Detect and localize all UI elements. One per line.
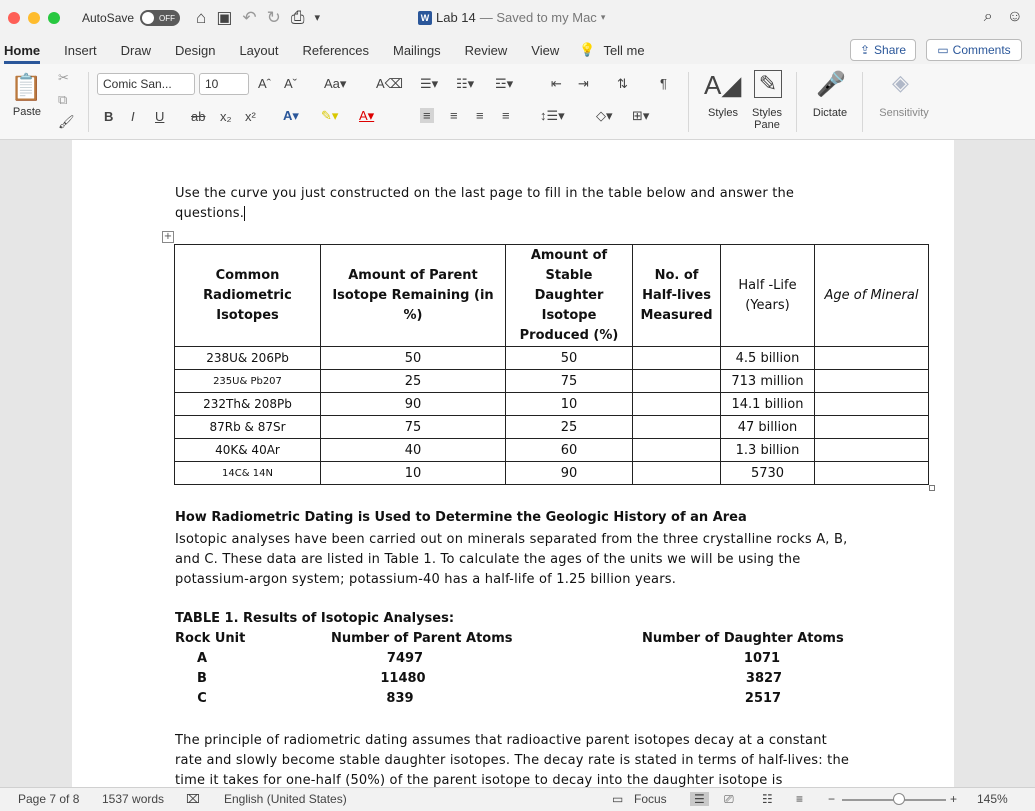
redo-icon[interactable]: ↻ — [266, 8, 281, 27]
halflives-cell[interactable] — [633, 439, 721, 462]
decrease-indent-icon[interactable]: ⇤ — [551, 76, 562, 91]
daughter-cell[interactable]: 60 — [506, 439, 633, 462]
table-header[interactable]: Amount of Stable Daughter Isotope Produced (%) — [506, 245, 633, 347]
intro-text: Use the curve you just constructed on the last page to fill in the table below and answer the questions. — [175, 186, 795, 221]
table-row — [175, 393, 929, 416]
halflife-cell[interactable]: 4.5 billion — [721, 347, 815, 370]
print-icon[interactable]: ⎙ — [290, 8, 305, 27]
print-layout-icon[interactable]: ☰ — [690, 792, 709, 806]
line-spacing-icon[interactable]: ↕☰▾ — [540, 108, 565, 123]
table-row — [175, 347, 929, 370]
shrink-font-icon[interactable]: Aˇ — [284, 76, 297, 91]
paragraph-mark-icon[interactable]: ¶ — [660, 76, 667, 91]
isotope-cell[interactable]: 235U& Pb207 — [175, 370, 321, 393]
zoom-in-icon[interactable]: + — [950, 792, 958, 806]
draft-view-icon[interactable]: ≡ — [796, 792, 804, 806]
align-left-icon[interactable]: ≡ — [420, 108, 434, 123]
isotope-cell[interactable]: 87Rb & 87Sr — [175, 416, 321, 439]
text-effects-icon[interactable]: A▾ — [283, 108, 299, 123]
document-area[interactable] — [0, 140, 1035, 787]
intro-paragraph[interactable] — [175, 184, 855, 224]
tab-mailings[interactable]: Mailings — [392, 42, 441, 58]
microphone-icon[interactable]: 🎤 — [816, 71, 846, 98]
parent-cell[interactable]: 90 — [321, 393, 506, 416]
parent-cell[interactable]: 50 — [321, 347, 506, 370]
divider — [88, 72, 89, 132]
bullets-icon[interactable]: ☰▾ — [420, 76, 439, 91]
sensitivity-icon: ◈ — [892, 70, 909, 95]
zoom-slider-thumb[interactable] — [893, 793, 905, 805]
clipboard-icon[interactable]: 📋 — [10, 72, 43, 102]
table1-parent[interactable]: 11480 — [380, 671, 426, 686]
parent-cell[interactable]: 75 — [321, 416, 506, 439]
styles-label[interactable]: Styles — [708, 107, 738, 119]
tab-insert[interactable]: Insert — [64, 42, 97, 58]
tab-draw[interactable]: Draw — [120, 42, 151, 58]
table-header[interactable]: Half -Life (Years) — [721, 245, 815, 347]
strikethrough-button[interactable]: ab — [191, 109, 206, 124]
divider — [796, 72, 797, 132]
tab-references[interactable]: References — [302, 42, 369, 58]
table-move-handle[interactable]: + — [163, 231, 173, 242]
table-header[interactable]: Amount of Parent Isotope Remaining (in %) — [321, 245, 506, 347]
table1-parent[interactable]: 7497 — [386, 651, 424, 666]
age-cell[interactable] — [815, 462, 929, 485]
daughter-cell[interactable]: 75 — [506, 370, 633, 393]
status-bar — [0, 787, 1035, 811]
italic-button[interactable]: I — [131, 109, 135, 124]
save-status: — Saved to my Mac — [479, 10, 597, 25]
sort-icon[interactable]: ⇅ — [617, 76, 628, 91]
table1-header-parent[interactable]: Number of Parent Atoms — [331, 631, 513, 646]
divider — [862, 72, 863, 132]
document-page[interactable] — [72, 140, 954, 787]
age-cell[interactable] — [815, 439, 929, 462]
autosave-label: AutoSave — [82, 11, 135, 25]
isotope-cell[interactable]: 232Th& 208Pb — [175, 393, 321, 416]
focus-icon[interactable]: ▭ — [612, 792, 624, 806]
zoom-level[interactable]: 145% — [977, 792, 1008, 806]
table-row — [175, 370, 929, 393]
word-count[interactable]: 1537 words — [102, 792, 165, 806]
customize-icon[interactable]: ▾ — [314, 12, 321, 24]
ribbon-home — [0, 64, 1035, 140]
font-size-select[interactable]: 10 — [199, 73, 249, 95]
table1-daughter[interactable]: 1071 — [743, 651, 781, 666]
table1-header-unit[interactable]: Rock Unit — [175, 631, 246, 646]
zoom-out-icon[interactable]: − — [828, 792, 836, 806]
change-case-icon[interactable]: Aa▾ — [324, 76, 347, 91]
title-bar — [0, 0, 1035, 36]
table-row — [175, 416, 929, 439]
tab-view[interactable]: View — [531, 42, 560, 58]
share-button[interactable] — [850, 39, 916, 61]
isotope-cell[interactable]: 238U& 206Pb — [175, 347, 321, 370]
tab-layout[interactable]: Layout — [239, 42, 279, 58]
highlight-icon[interactable]: ✎▾ — [321, 108, 339, 123]
font-color-icon[interactable]: A▾ — [359, 108, 375, 123]
web-layout-icon[interactable]: ⎚ — [724, 792, 734, 806]
parent-cell[interactable]: 10 — [321, 462, 506, 485]
autosave-toggle[interactable]: OFF — [140, 10, 180, 26]
window-controls — [8, 12, 60, 24]
halflife-cell[interactable]: 713 million — [721, 370, 815, 393]
isotope-cell[interactable]: 40K& 40Ar — [175, 439, 321, 462]
justify-icon[interactable]: ≡ — [502, 108, 510, 123]
table-header[interactable]: Common Radiometric Isotopes — [175, 245, 321, 347]
grow-font-icon[interactable]: Aˆ — [258, 76, 271, 91]
tab-home[interactable]: Home — [4, 36, 40, 64]
comments-button[interactable] — [926, 39, 1022, 61]
closing-paragraph[interactable]: The principle of radiometric dating assumes that radioactive parent isotopes decay at a constant rate and slowly become stable daughter isotopes. The decay rate is stated in terms of half-lives: the time it takes for one-half (50%) of the parent isotope to decay into the daughter isotope is — [175, 733, 850, 787]
styles-pane-icon[interactable]: ✎ — [754, 70, 782, 98]
search-icon[interactable]: ⌕ — [983, 8, 993, 25]
tab-design[interactable]: Design — [174, 42, 216, 58]
divider — [688, 72, 689, 132]
account-icon[interactable]: ☺ — [1006, 8, 1023, 25]
underline-button[interactable]: U — [155, 109, 165, 124]
doc-name: Lab 14 — [436, 10, 476, 25]
daughter-cell[interactable]: 10 — [506, 393, 633, 416]
format-painter-icon[interactable]: 🖌 — [58, 114, 75, 129]
subscript-icon[interactable]: x₂ — [220, 109, 232, 124]
share-icon: ⇪ — [859, 43, 871, 57]
isotope-table[interactable] — [174, 244, 929, 485]
superscript-icon[interactable]: x² — [245, 109, 256, 124]
table1-unit[interactable]: A — [196, 651, 208, 666]
table-header[interactable]: No. of Half-lives Measured — [633, 245, 721, 347]
bold-button[interactable]: B — [104, 109, 114, 124]
age-cell[interactable] — [815, 393, 929, 416]
section-heading[interactable]: How Radiometric Dating is Used to Determine the Geologic History of an Area — [175, 510, 747, 525]
halflives-cell[interactable] — [633, 370, 721, 393]
title-bar-right — [984, 8, 1023, 26]
table-row — [175, 439, 929, 462]
autosave — [82, 10, 180, 26]
section-paragraph[interactable]: Isotopic analyses have been carried out on minerals separated from the three crystalline rocks A, B, and C. These data are listed in Table 1. To calculate the ages of the units we will be using the potassium-argon system; potassium-40 has a half-life of 1.25 billion years. — [175, 532, 848, 587]
table1-parent[interactable]: 839 — [386, 691, 414, 706]
halflives-cell[interactable] — [633, 393, 721, 416]
page-count[interactable]: Page 7 of 8 — [18, 792, 80, 806]
daughter-cell[interactable]: 25 — [506, 416, 633, 439]
table-header[interactable]: Age of Mineral — [815, 245, 929, 347]
isotope-cell[interactable]: 14C& 14N — [175, 462, 321, 485]
halflife-cell[interactable]: 1.3 billion — [721, 439, 815, 462]
language[interactable]: English (United States) — [224, 792, 347, 806]
age-cell[interactable] — [815, 347, 929, 370]
parent-cell[interactable]: 40 — [321, 439, 506, 462]
cut-icon[interactable]: ✂ — [58, 70, 69, 85]
tab-review[interactable]: Review — [464, 42, 508, 58]
outline-view-icon[interactable]: ☷ — [762, 792, 773, 806]
home-icon[interactable]: ⌂ — [196, 8, 207, 27]
table1-header-daughter[interactable]: Number of Daughter Atoms — [642, 631, 844, 646]
borders-icon[interactable]: ⊞▾ — [632, 108, 650, 123]
table1-unit[interactable]: C — [197, 691, 207, 706]
styles-pane-label[interactable]: Styles Pane — [752, 107, 782, 131]
comment-icon: ▭ — [937, 43, 949, 57]
share-label: Share — [874, 43, 907, 57]
sensitivity-label: Sensitivity — [879, 107, 929, 119]
text-cursor — [244, 206, 245, 221]
word-app-icon: W — [418, 11, 432, 25]
save-icon[interactable]: ▣ — [216, 8, 233, 27]
shading-icon[interactable]: ◇▾ — [596, 108, 613, 123]
halflife-cell[interactable]: 14.1 billion — [721, 393, 815, 416]
clear-formatting-icon[interactable]: A⌫ — [376, 76, 404, 91]
age-cell[interactable] — [815, 416, 929, 439]
comments-label: Comments — [952, 43, 1011, 57]
parent-cell[interactable]: 25 — [321, 370, 506, 393]
halflives-cell[interactable] — [633, 462, 721, 485]
align-center-icon[interactable]: ≡ — [450, 108, 458, 123]
halflife-cell[interactable]: 5730 — [721, 462, 815, 485]
table1-title[interactable]: TABLE 1. Results of Isotopic Analyses: — [175, 611, 455, 626]
multilevel-list-icon[interactable]: ☲▾ — [495, 76, 514, 91]
increase-indent-icon[interactable]: ⇥ — [578, 76, 589, 91]
table-row — [175, 462, 929, 485]
document-title[interactable] — [418, 10, 605, 25]
table-resize-handle[interactable] — [929, 485, 935, 491]
focus-mode[interactable]: Focus — [634, 792, 667, 806]
halflives-cell[interactable] — [633, 347, 721, 370]
paste-label[interactable]: Paste — [12, 106, 42, 118]
daughter-cell[interactable]: 90 — [506, 462, 633, 485]
font-name-select[interactable]: Comic San... — [97, 73, 195, 95]
zoom-window-button[interactable] — [48, 12, 60, 24]
daughter-cell[interactable]: 50 — [506, 347, 633, 370]
halflives-cell[interactable] — [633, 416, 721, 439]
minimize-window-button[interactable] — [28, 12, 40, 24]
age-cell[interactable] — [815, 370, 929, 393]
table1-unit[interactable]: B — [197, 671, 207, 686]
undo-icon[interactable]: ↶ — [242, 8, 257, 27]
tell-me-search[interactable]: Tell me — [603, 42, 645, 58]
copy-icon[interactable]: ⧉ — [58, 92, 68, 107]
styles-icon[interactable]: A◢ — [704, 70, 742, 100]
chevron-down-icon: ▾ — [600, 12, 606, 22]
table1-daughter[interactable]: 2517 — [744, 691, 782, 706]
quick-access-toolbar — [196, 8, 320, 28]
align-right-icon[interactable]: ≡ — [476, 108, 484, 123]
halflife-cell[interactable]: 47 billion — [721, 416, 815, 439]
lightbulb-icon: 💡 — [579, 42, 596, 57]
dictate-label[interactable]: Dictate — [812, 107, 848, 119]
table1-daughter[interactable]: 3827 — [745, 671, 783, 686]
close-window-button[interactable] — [8, 12, 20, 24]
proofing-icon[interactable]: ⌧ — [186, 792, 200, 806]
numbering-icon[interactable]: ☷▾ — [456, 76, 475, 91]
